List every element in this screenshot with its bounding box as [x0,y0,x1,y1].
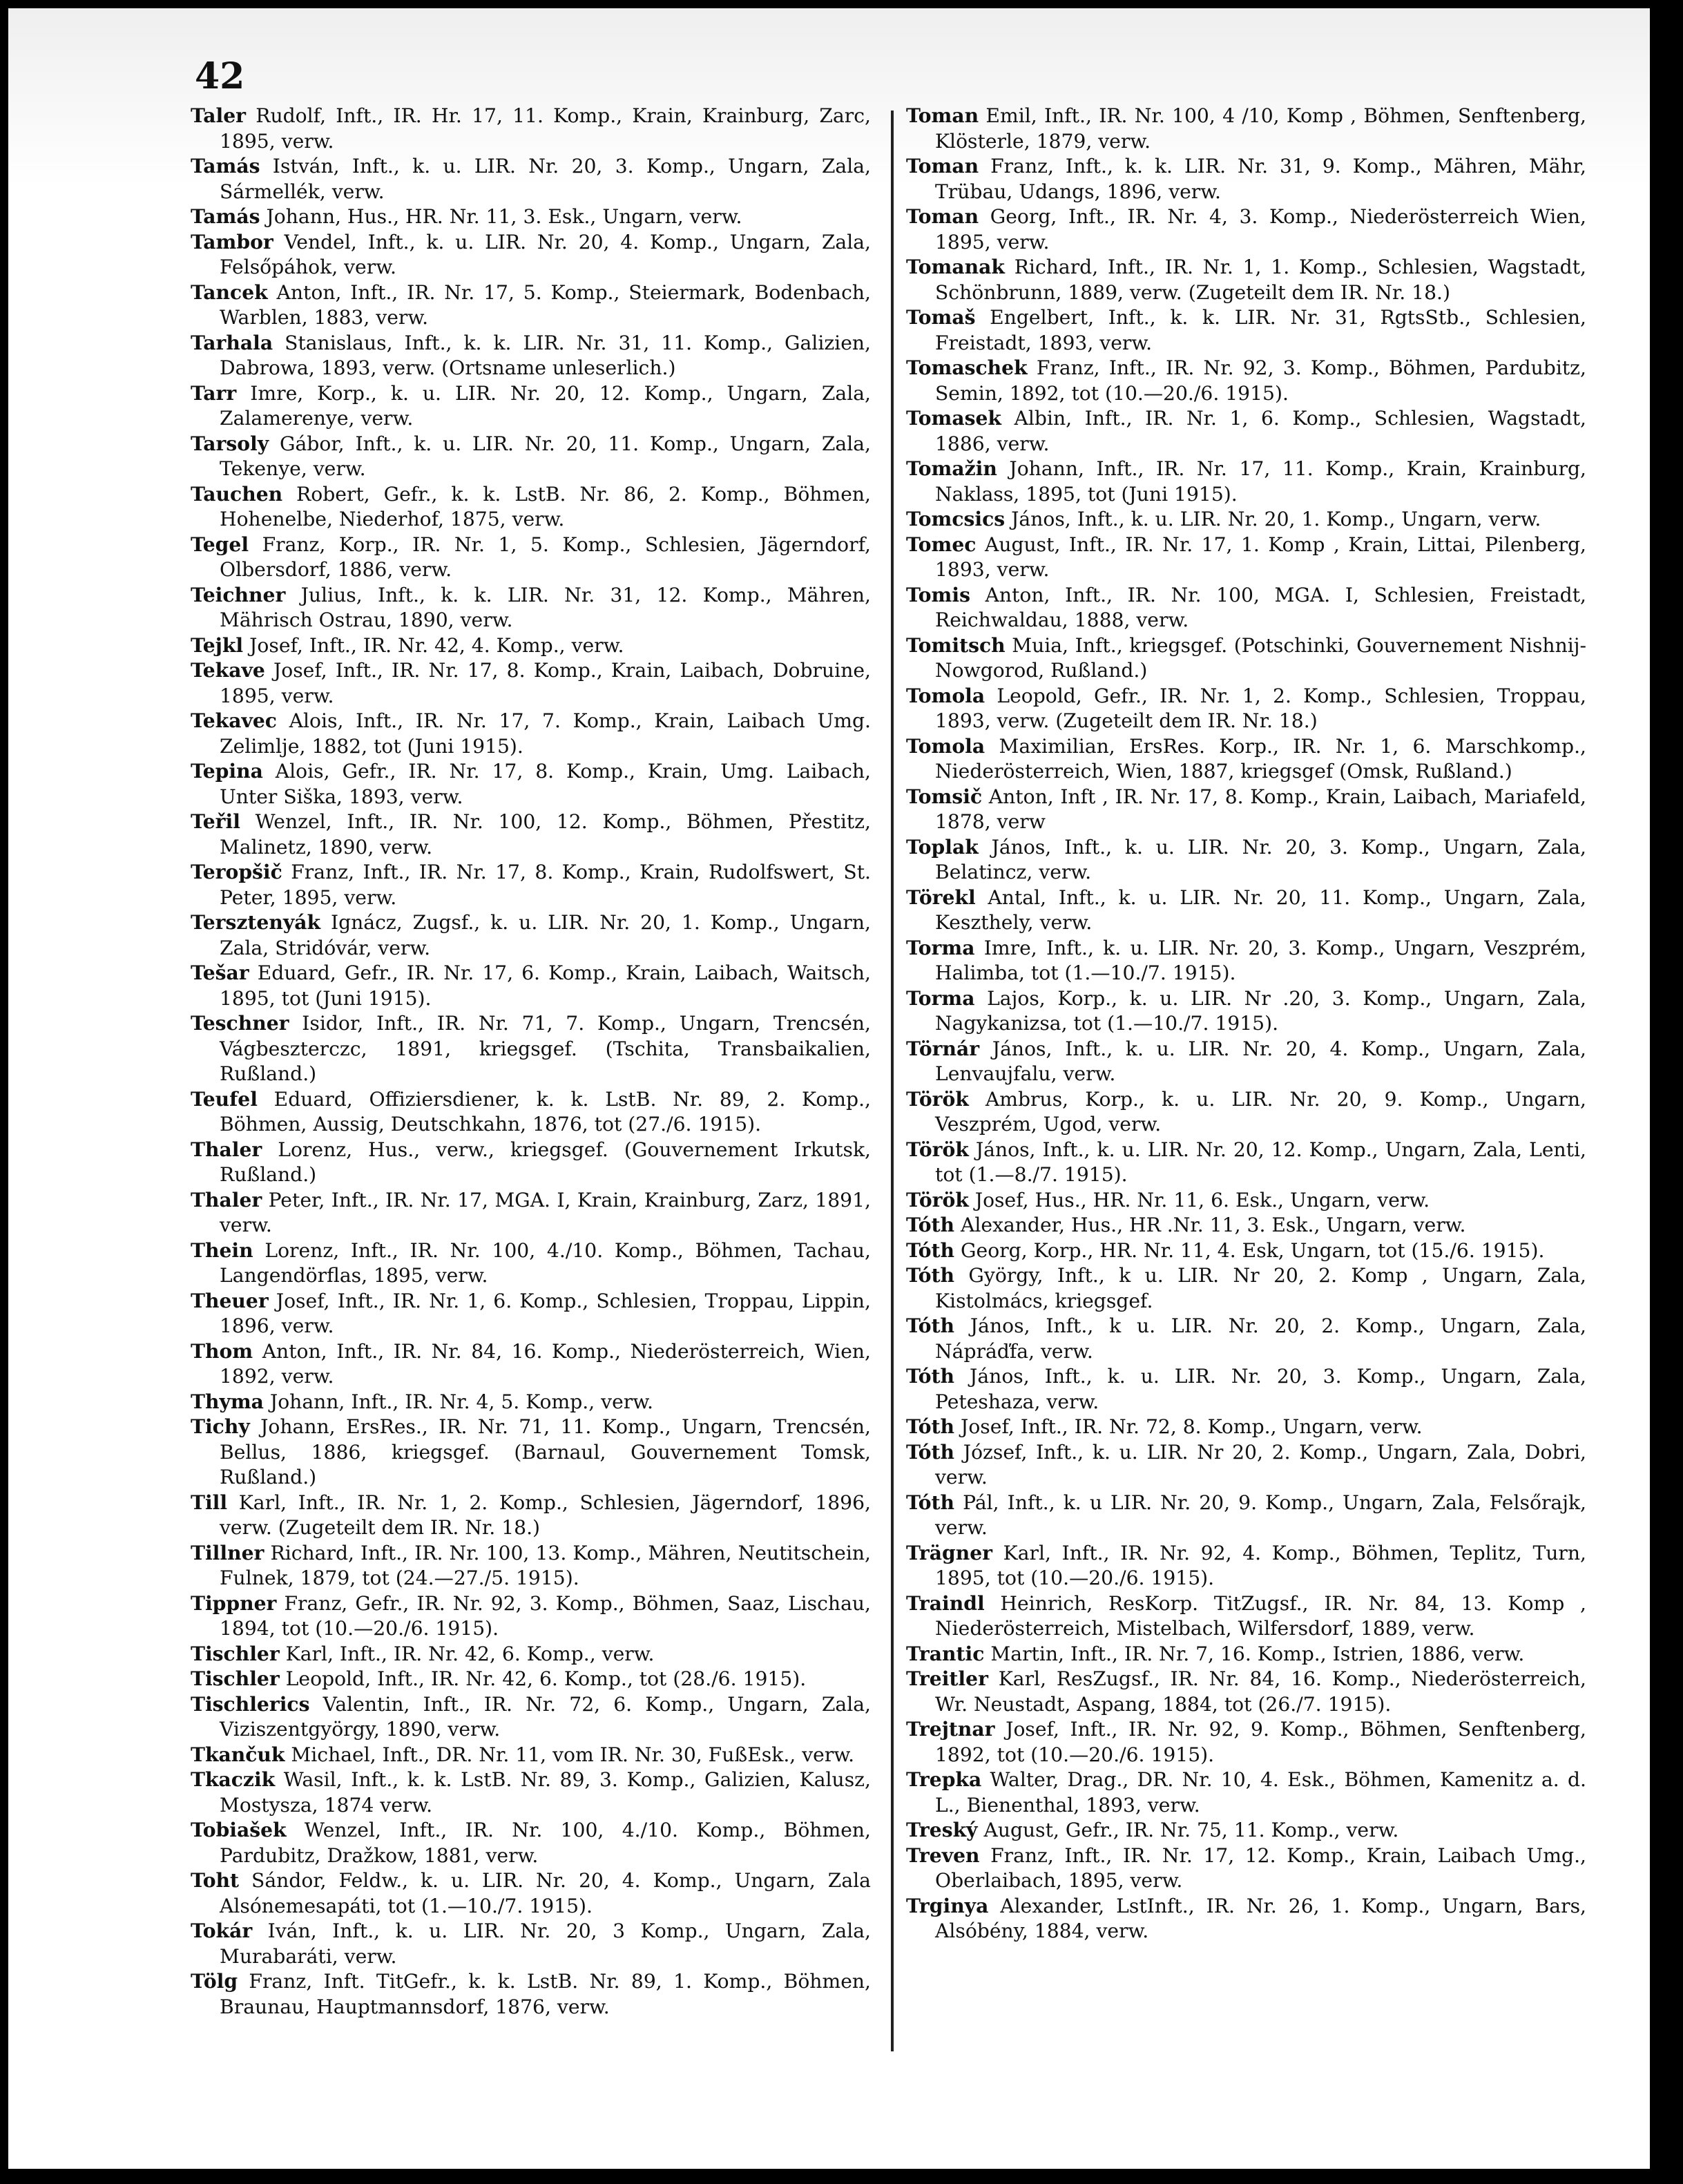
left-column [191,104,871,2020]
entry-details: János, Inft., k. u. LIR. Nr. 20, 12. Komp., Ungarn, Zala, Lenti, tot (1.—8./7. 1915). [935,1138,1586,1186]
roster-entry [906,1314,1586,1364]
surname: Tóth [906,1314,955,1337]
entry-details: Josef, Inft., IR. Nr. 72, 8. Komp., Ungarn, verw. [954,1415,1423,1438]
surname: Treitler [906,1667,988,1690]
entry-details: János, Inft., k. u. LIR. Nr. 20, 3. Komp., Ungarn, Zala, Belatincz, verw. [935,835,1586,883]
surname: Tepina [191,760,263,783]
surname: Tomola [906,734,985,758]
roster-entry [191,533,871,583]
entry-details: Josef, Inft., IR. Nr. 1, 6. Komp., Schlesien, Troppau, Lippin, 1896, verw. [220,1289,871,1337]
entry-details: Johann, Inft., IR. Nr. 17, 11. Komp., Krain, Krainburg, Naklass, 1895, tot (Juni 1915). [935,457,1586,506]
entry-details: Rudolf, Inft., IR. Hr. 17, 11. Komp., Krain, Krainburg, Zarc, 1895, verw. [220,104,871,153]
entry-details: Richard, Inft., IR. Nr. 1, 1. Komp., Schlesien, Wagstadt, Schönbrunn, 1889, verw. (Zugeteilt dem IR. Nr. 18.) [935,256,1586,304]
roster-entry [906,356,1586,406]
roster-entry [191,1491,871,1541]
surname: Tauchen [191,482,283,506]
surname: Thaler [191,1138,262,1161]
roster-entry [191,583,871,633]
roster-entry [906,1667,1586,1717]
entry-details: Georg, Korp., HR. Nr. 11, 4. Esk, Ungarn, tot (15./6. 1915). [954,1238,1545,1262]
roster-entry [906,1894,1586,1944]
surname: Teropšič [191,861,282,883]
surname: Tambor [191,230,273,253]
roster-entry [191,1188,871,1238]
surname: Tóth [906,1264,955,1287]
roster-entry [906,885,1586,936]
surname: Tóth [906,1365,955,1388]
entry-details: Alois, Inft., IR. Nr. 17, 7. Komp., Krain, Laibach Umg. Zelimlje, 1882, tot (Juni 1915). [220,709,871,758]
roster-entry [906,255,1586,305]
entry-details: Isidor, Inft., IR. Nr. 71, 7. Komp., Ungarn, Trencsén, Vágbeszterczc, 1891, kriegsgef. (Tschita, Transbaikalien, Rußland.) [220,1012,871,1085]
surname: Tischler [191,1642,280,1665]
scan-border-top [0,0,1683,8]
roster-entry [906,1642,1586,1667]
entry-details: Lorenz, Inft., IR. Nr. 100, 4./10. Komp., Böhmen, Tachau, Langendörflas, 1895, verw. [220,1238,871,1287]
roster-entry [191,1768,871,1818]
surname: Tóth [906,1214,955,1236]
roster-entry [906,1238,1586,1264]
roster-entry [191,709,871,759]
surname: Taler [191,104,247,127]
roster-entry [191,1339,871,1390]
entry-details: Peter, Inft., IR. Nr. 17, MGA. I, Krain, Krainburg, Zarz, 1891, verw. [220,1188,871,1236]
entry-details: Franz, Gefr., IR. Nr. 92, 3. Komp., Böhmen, Saaz, Lischau, 1894, tot (10.—20./6. 1915). [220,1591,871,1640]
entry-details: Imre, Inft., k. u. LIR. Nr. 20, 3. Komp., Ungarn, Veszprém, Halimba, tot (1.—10./7. 1915). [935,936,1586,984]
entry-details: Anton, Inft , IR. Nr. 17, 8. Komp., Krain, Laibach, Mariafeld, 1878, verw [935,785,1586,833]
roster-entry [906,734,1586,785]
entry-details: György, Inft., k u. LIR. Nr 20, 2. Komp , Ungarn, Zala, Kistolmács, kriegsgef. [935,1264,1586,1312]
surname: Tischlerics [191,1692,310,1716]
entry-details: Antal, Inft., k. u. LIR. Nr. 20, 11. Komp., Ungarn, Zala, Keszthely, verw. [935,885,1586,934]
roster-entry [191,154,871,204]
roster-entry [906,1188,1586,1214]
surname: Törekl [906,885,976,909]
surname: Tokár [191,1919,253,1942]
surname: Tóth [906,1440,955,1464]
entry-details: Muia, Inft., kriegsgef. (Potschinki, Gouvernement Nishnij-Nowgorod, Rußland.) [935,633,1586,682]
scan-border-left [0,0,8,2184]
entry-details: Alexander, LstInft., IR. Nr. 26, 1. Komp., Ungarn, Bars, Alsóbény, 1884, verw. [935,1894,1586,1942]
surname: Till [191,1491,228,1514]
entry-details: József, Inft., k. u. LIR. Nr 20, 2. Komp., Ungarn, Zala, Dobri, verw. [935,1440,1586,1488]
surname: Teufel [191,1087,258,1111]
entry-details: Georg, Inft., IR. Nr. 4, 3. Komp., Niederösterreich Wien, 1895, verw. [935,205,1586,253]
entry-details: Walter, Drag., DR. Nr. 10, 4. Esk., Böhmen, Kamenitz a. d. L., Bienenthal, 1893, verw. [935,1768,1586,1817]
surname: Teschner [191,1012,289,1035]
surname: Tomažin [906,457,997,480]
entry-details: Karl, Inft., IR. Nr. 1, 2. Komp., Schlesien, Jägerndorf, 1896, verw. (Zugeteilt dem IR. Nr. 18.) [220,1491,871,1539]
entry-details: Johann, Inft., IR. Nr. 4, 5. Komp., verw. [263,1390,653,1413]
surname: Török [906,1087,969,1111]
roster-entry [191,1238,871,1289]
roster-entry [191,1919,871,1969]
entry-details: Michael, Inft., DR. Nr. 11, vom IR. Nr. 30, FußEsk., verw. [285,1743,855,1766]
surname: Tischler [191,1667,280,1690]
surname: Tancek [191,280,268,304]
surname: Tegel [191,533,249,556]
surname: Tomis [906,583,970,606]
column-divider [891,111,894,2051]
roster-entry [906,406,1586,457]
entry-details: Julius, Inft., k. k. LIR. Nr. 31, 12. Komp., Mähren, Mährisch Ostrau, 1890, verw. [220,583,871,631]
surname: Tomaschek [906,356,1028,379]
surname: Thein [191,1238,253,1262]
entry-details: Wasil, Inft., k. k. LstB. Nr. 89, 3. Komp., Galizien, Kalusz, Mostyszа, 1874 verw. [220,1768,871,1817]
entry-details: Leopold, Inft., IR. Nr. 42, 6. Komp., tot (28./6. 1915). [279,1667,807,1690]
surname: Tkaczik [191,1768,276,1791]
entry-details: János, Inft., k. u. LIR. Nr. 20, 3. Komp., Ungarn, Zala, Peteshаza, verw. [935,1365,1586,1413]
entry-details: Vendel, Inft., k. u. LIR. Nr. 20, 4. Komp., Ungarn, Zala, Felsőpáhok, verw. [220,230,871,278]
entry-details: Maximilian, ErsRes. Korp., IR. Nr. 1, 6. Marschkomp., Niederösterreich, Wien, 1887, kriegsgef (Omsk, Rußland.) [935,734,1586,783]
entry-details: Wenzel, Inft., IR. Nr. 100, 12. Komp., Böhmen, Přestitz, Malinetz, 1890, verw. [220,810,871,859]
roster-entry [906,1491,1586,1541]
entry-details: Karl, ResZugsf., IR. Nr. 84, 16. Komp., Niederösterreich, Wr. Neustadt, Aspang, 1884, tot (26./7. 1915). [935,1667,1586,1716]
page-number: 42 [195,55,245,97]
roster-entry [191,1591,871,1642]
surname: Torma [906,986,975,1010]
surname: Tešar [191,961,249,984]
roster-entry [906,1364,1586,1415]
roster-entry [191,1868,871,1919]
roster-entry [906,583,1586,633]
scan-border-right [1650,0,1683,2184]
surname: Tamás [191,155,260,178]
entry-details: Josef, Inft., IR. Nr. 17, 8. Komp., Krain, Laibach, Dobruine, 1895, verw. [220,659,871,707]
roster-entry [191,860,871,910]
roster-entry [906,1541,1586,1591]
roster-entry [191,1743,871,1768]
surname: Tóth [906,1415,955,1438]
entry-details: Pál, Inft., k. u LIR. Nr. 20, 9. Komp., Ungarn, Zala, Felsőrajk, verw. [935,1491,1586,1539]
surname: Traindl [906,1591,985,1615]
surname: Trantic [906,1642,985,1665]
entry-details: August, Gefr., IR. Nr. 75, 11. Komp., verw. [977,1819,1399,1841]
roster-entry [191,1087,871,1138]
entry-details: Heinrich, ResKorp. TitZugsf., IR. Nr. 84, 13. Komp , Niederösterreich, Mistelbach, Wilfersdorf, 1889, verw. [935,1591,1586,1640]
roster-entry [191,482,871,533]
surname: Tomola [906,684,985,707]
surname: Török [906,1188,969,1211]
roster-entry [906,785,1586,835]
entry-details: Alois, Gefr., IR. Nr. 17, 8. Komp., Krain, Umg. Laibach, Unter Siška, 1893, verw. [220,760,871,808]
roster-entry [191,759,871,810]
surname: Tomitsch [906,633,1006,657]
surname: Tekavec [191,709,277,732]
roster-entry [906,1263,1586,1314]
surname: Tamás [191,205,260,228]
roster-entry [191,1667,871,1692]
roster-entry [906,1138,1586,1188]
entry-details: János, Inft., k u. LIR. Nr. 20, 2. Komp., Ungarn, Zala, Nápráďfa, verw. [935,1314,1586,1363]
entry-details: Karl, Inft., IR. Nr. 42, 6. Komp., verw. [279,1642,655,1665]
roster-entry [191,280,871,331]
entry-details: Karl, Inft., IR. Nr. 92, 4. Komp., Böhmen, Teplitz, Turn, 1895, tot (10.—20./6. 1915). [935,1541,1586,1589]
roster-entry [191,1011,871,1087]
entry-details: Anton, Inft., IR. Nr. 100, MGA. I, Schlesien, Freistadt, Reichwaldau, 1888, verw. [935,583,1586,631]
surname: Toman [906,155,979,178]
surname: Tkančuk [191,1743,285,1766]
scan-border-bottom [0,2169,1683,2184]
entry-details: Albin, Inft., IR. Nr. 1, 6. Komp., Schlesien, Wagstadt, 1886, verw. [935,407,1586,455]
surname: Tillner [191,1541,265,1564]
roster-entry [191,1541,871,1591]
roster-entry [906,986,1586,1037]
entry-details: Franz, Inft. TitGefr., k. k. LstB. Nr. 89, 1. Komp., Böhmen, Braunau, Hauptmannsdorf, 1876, verw. [220,1970,871,2018]
roster-entry [191,910,871,961]
entry-details: Eduard, Gefr., IR. Nr. 17, 6. Komp., Krain, Laibach, Waitsch, 1895, tot (Juni 1915). [220,961,871,1010]
surname: Toman [906,104,979,127]
surname: Tersztenyák [191,911,321,934]
entry-details: Ignácz, Zugsf., k. u. LIR. Nr. 20, 1. Komp., Ungarn, Zala, Stridóvár, verw. [220,911,871,959]
roster-entry [906,507,1586,533]
roster-entry [191,1415,871,1491]
surname: Tomec [906,533,977,556]
surname: Tejkl [191,633,244,657]
roster-entry [906,204,1586,255]
roster-entry [906,633,1586,684]
entry-details: Franz, Korp., IR. Nr. 1, 5. Komp., Schlesien, Jägerndorf, Olbersdorf, 1886, verw. [220,533,871,581]
surname: Toplak [906,835,979,859]
entry-details: Stanislaus, Inft., k. k. LIR. Nr. 31, 11. Komp., Galizien, Dabrowa, 1893, verw. (Ortsname unleserlich.) [220,331,871,379]
roster-entry [906,1087,1586,1138]
surname: Trginya [906,1894,989,1917]
entry-details: Franz, Inft., k. k. LIR. Nr. 31, 9. Komp., Mähren, Mähr, Trübau, Udangs, 1896, verw. [935,155,1586,203]
entry-details: Franz, Inft., IR. Nr. 92, 3. Komp., Böhmen, Pardubitz, Semin, 1892, tot (10.—20./6. 1915). [935,356,1586,405]
surname: Treský [906,1819,978,1841]
roster-entry [191,230,871,280]
surname: Theuer [191,1289,269,1312]
entry-details: Leopold, Gefr., IR. Nr. 1, 2. Komp., Schlesien, Troppau, 1893, verw. (Zugeteilt dem IR. Nr. 18.) [935,684,1586,732]
roster-entry [906,1591,1586,1642]
entry-details: Martin, Inft., IR. Nr. 7, 16. Komp., Istrien, 1886, verw. [984,1642,1525,1665]
surname: Teřil [191,810,240,833]
roster-entry [191,204,871,230]
entry-details: Robert, Gefr., k. k. LstB. Nr. 86, 2. Komp., Böhmen, Hohenelbe, Niederhof, 1875, verw. [220,482,871,530]
roster-entry [191,1642,871,1667]
roster-entry [906,154,1586,204]
entry-details: Richard, Inft., IR. Nr. 100, 13. Komp., Mähren, Neutitschein, Fulnek, 1879, tot (24.—27./5. 1915). [220,1541,871,1589]
entry-details: Anton, Inft., IR. Nr. 17, 5. Komp., Steiermark, Bodenbach, Warblen, 1883, verw. [220,280,871,329]
entry-details: Josef, Inft., IR. Nr. 42, 4. Komp., verw. [243,633,624,657]
entry-details: Engelbert, Inft., k. k. LIR. Nr. 31, RgtsStb., Schlesien, Freistadt, 1893, verw. [935,306,1586,354]
surname: Tomcsics [906,508,1006,530]
surname: Trepka [906,1768,982,1791]
surname: Tarhala [191,331,273,354]
roster-entry [906,1440,1586,1491]
entry-details: Johann, ErsRes., IR. Nr. 71, 11. Komp., Ungarn, Trencsén, Bellus, 1886, kriegsgef. (Barnaul, Gouvernement Tomsk, Rußland.) [220,1415,871,1488]
entry-details: Valentin, Inft., IR. Nr. 72, 6. Komp., Ungarn, Zala, Viziszentgyörgy, 1890, verw. [220,1692,871,1741]
roster-entry [906,1415,1586,1440]
surname: Tippner [191,1591,277,1615]
roster-entry [191,1289,871,1339]
roster-entry [191,810,871,860]
entry-details: Ambrus, Korp., k. u. LIR. Nr. 20, 9. Komp., Ungarn, Veszprém, Ugod, verw. [935,1087,1586,1136]
surname: Treven [906,1843,980,1867]
surname: Trägner [906,1541,993,1564]
surname: Török [906,1138,969,1161]
surname: Tölg [191,1970,238,1993]
surname: Thyma [191,1390,264,1413]
entry-details: Eduard, Offiziersdiener, k. k. LstB. Nr. 89, 2. Komp., Böhmen, Aussig, Deutschkahn, 1876, tot (27./6. 1915). [220,1087,871,1136]
roster-entry [906,1768,1586,1818]
surname: Tarr [191,381,237,405]
surname: Tóth [906,1238,955,1262]
roster-entry [191,633,871,659]
roster-entry [191,104,871,154]
surname: Toht [191,1869,240,1892]
surname: Trejtnar [906,1718,995,1741]
entry-details: August, Inft., IR. Nr. 17, 1. Komp , Krain, Littai, Pilenberg, 1893, verw. [935,533,1586,581]
roster-entry [191,1818,871,1868]
roster-entry [906,305,1586,356]
entry-details: Alexander, Hus., HR .Nr. 11, 3. Esk., Ungarn, verw. [954,1214,1466,1236]
roster-entry [191,381,871,432]
surname: Tomanak [906,256,1005,278]
roster-entry [906,835,1586,885]
entry-details: Wenzel, Inft., IR. Nr. 100, 4./10. Komp., Böhmen, Pardubitz, Dražkow, 1881, verw. [220,1819,871,1867]
entry-details: Gábor, Inft., k. u. LIR. Nr. 20, 11. Komp., Ungarn, Zala, Tekenye, verw. [220,432,871,480]
roster-entry [906,1037,1586,1087]
surname: Tarsoly [191,432,269,455]
roster-entry [191,658,871,709]
entry-details: Johann, Hus., HR. Nr. 11, 3. Esk., Ungarn, verw. [260,205,742,228]
entry-details: János, Inft., k. u. LIR. Nr. 20, 4. Komp., Ungarn, Zala, Lenvaujfalu, verw. [935,1037,1586,1085]
roster-entry [906,1818,1586,1843]
entry-details: Lorenz, Hus., verw., kriegsgef. (Gouvernement Irkutsk, Rußland.) [220,1138,871,1186]
entry-details: Sándor, Feldw., k. u. LIR. Nr. 20, 4. Komp., Ungarn, Zala Alsónemesapáti, tot (1.—10./7. 1915). [220,1869,871,1917]
roster-entry [906,457,1586,507]
entry-details: Iván, Inft., k. u. LIR. Nr. 20, 3 Komp., Ungarn, Zala, Murabaráti, verw. [220,1919,871,1968]
surname: Thom [191,1339,253,1363]
surname: Torma [906,936,975,959]
right-column [906,104,1586,1944]
surname: Tomsič [906,785,983,808]
surname: Tomasek [906,407,1001,430]
roster-entry [191,331,871,381]
entry-details: Lajos, Korp., k. u. LIR. Nr .20, 3. Komp., Ungarn, Zala, Nagykanizsa, tot (1.—10./7. 1915). [935,986,1586,1035]
surname: Teichner [191,583,286,606]
entry-details: János, Inft., k. u. LIR. Nr. 20, 1. Komp., Ungarn, verw. [1005,508,1541,530]
roster-entry [906,104,1586,154]
entry-details: István, Inft., k. u. LIR. Nr. 20, 3. Komp., Ungarn, Zala, Sármellék, verw. [220,155,871,203]
surname: Törnár [906,1037,980,1060]
roster-entry [191,1969,871,2020]
roster-entry [191,961,871,1011]
surname: Tomaš [906,306,976,329]
surname: Thaler [191,1188,262,1211]
roster-entry [191,1138,871,1188]
surname: Tobiašek [191,1819,287,1841]
surname: Tichy [191,1415,250,1438]
entry-details: Imre, Korp., k. u. LIR. Nr. 20, 12. Komp., Ungarn, Zala, Zalamerenye, verw. [220,381,871,430]
entry-details: Josef, Inft., IR. Nr. 92, 9. Komp., Böhmen, Senftenberg, 1892, tot (10.—20./6. 1915). [935,1718,1586,1766]
entry-details: Franz, Inft., IR. Nr. 17, 12. Komp., Krain, Laibach Umg., Oberlaibach, 1895, verw. [935,1843,1586,1892]
surname: Toman [906,205,979,228]
surname: Tóth [906,1491,955,1514]
roster-entry [906,1213,1586,1238]
roster-entry [191,1692,871,1743]
roster-entry [191,1390,871,1415]
roster-entry [906,1717,1586,1768]
roster-entry [906,936,1586,986]
entry-details: Emil, Inft., IR. Nr. 100, 4 /10, Komp , Böhmen, Senftenberg, Klösterle, 1879, verw. [935,104,1586,153]
roster-entry [906,684,1586,734]
roster-entry [191,432,871,482]
surname: Tekave [191,659,265,682]
entry-details: Franz, Inft., IR. Nr. 17, 8. Komp., Krain, Rudolfswert, St. Peter, 1895, verw. [220,861,871,909]
entry-details: Anton, Inft., IR. Nr. 84, 16. Komp., Niederösterreich, Wien, 1892, verw. [220,1339,871,1388]
roster-entry [906,1843,1586,1894]
entry-details: Josef, Hus., HR. Nr. 11, 6. Esk., Ungarn, verw. [968,1188,1430,1211]
roster-entry [906,533,1586,583]
